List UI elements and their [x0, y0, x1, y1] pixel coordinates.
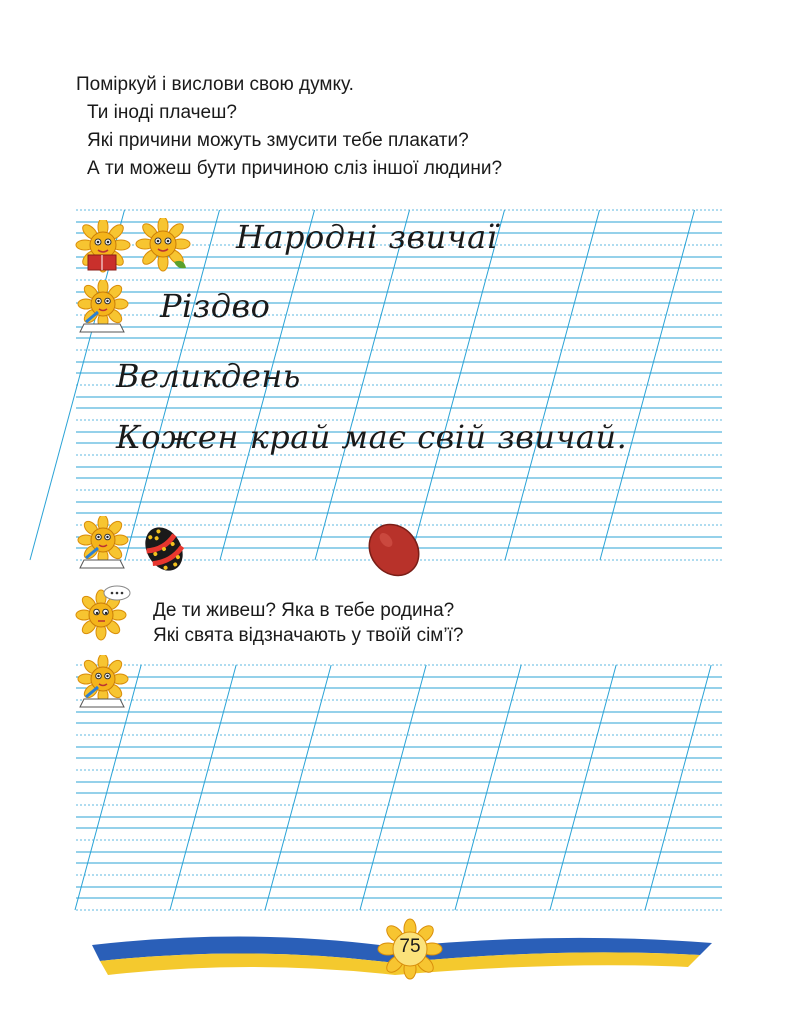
cursive-line-2: Різдво	[160, 287, 271, 325]
intro-heading: Поміркуй і вислови свою думку.	[76, 74, 354, 95]
cursive-line-3: Великдень	[116, 357, 301, 395]
page-number: 75	[399, 936, 421, 957]
sunflower-thinking-icon	[74, 585, 134, 643]
sunflower-writing-icon	[74, 280, 132, 334]
slant-line	[645, 665, 711, 910]
intro-question: А ти можеш бути причиною сліз іншої людини?	[87, 158, 503, 179]
sunflower-writing-icon	[74, 516, 132, 570]
slant-line	[360, 665, 426, 910]
writing-lines-block-2	[75, 665, 722, 910]
pysanka-egg-icon	[136, 522, 192, 576]
discussion-question: Які свята відзначають у твоїй сім’ї?	[153, 625, 464, 646]
slant-line	[265, 665, 331, 910]
cursive-line-1: Народні звичаї	[236, 218, 498, 256]
sunflower-reading-icon	[74, 220, 132, 274]
sunflower-writing-icon	[74, 655, 132, 709]
intro-question: Ти іноді плачеш?	[87, 102, 237, 123]
discussion-question: Де ти живеш? Яка в тебе родина?	[153, 600, 455, 621]
sunflower-face-icon	[134, 218, 192, 272]
discussion-questions	[153, 598, 463, 648]
cursive-line-4: Кожен край має свій звичай.	[116, 418, 628, 456]
intro-question: Які причини можуть змусити тебе плакати?	[87, 130, 469, 151]
slant-line	[170, 665, 236, 910]
slant-line	[550, 665, 616, 910]
red-egg-icon	[366, 522, 422, 578]
slant-line	[455, 665, 521, 910]
